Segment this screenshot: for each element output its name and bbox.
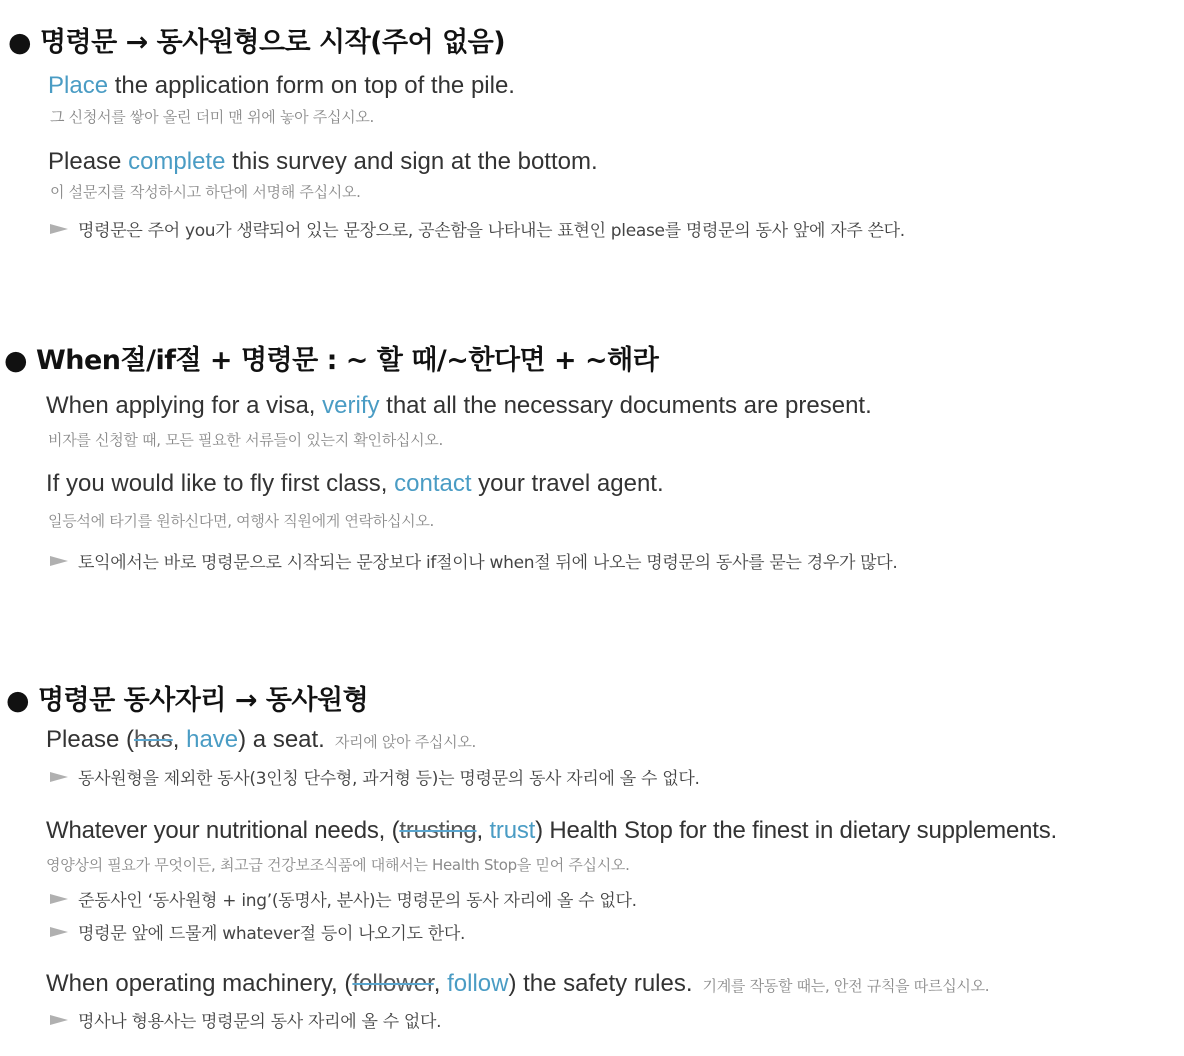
pointer-arrow-icon	[50, 772, 68, 782]
section1-heading: ● 명령문 → 동사원형으로 시작(주어 없음)	[8, 27, 506, 58]
section1-note: 명령문은 주어 you가 생략되어 있는 문장으로, 공손함을 나타내는 표현인 please를 명령문의 동사 앞에 자주 쓴다.	[50, 216, 905, 241]
section3-example2: Whatever your nutritional needs, (trusting, trust) Health Stop for the finest in dietary supplements.	[46, 817, 1058, 844]
pointer-arrow-icon	[50, 224, 68, 234]
wrong-answer: has	[134, 726, 173, 753]
section3-example1: Please (has, have) a seat. 자리에 앉아 주십시오.	[46, 726, 476, 753]
section1-example2-translation: 이 설문지를 작성하시고 하단에 서명해 주십시오.	[50, 183, 361, 201]
section3-note2: 준동사인 ‘동사원형 + ing’(동명사, 분사)는 명령문의 동사 자리에 올 수 없다.	[50, 886, 637, 911]
section1-example1: Place the application form on top of the pile.	[48, 72, 515, 99]
correct-answer: trust	[489, 817, 536, 844]
verb-highlight: complete	[128, 148, 226, 175]
section2-example2: If you would like to fly first class, contact your travel agent.	[46, 470, 664, 497]
verb-highlight: contact	[394, 470, 472, 497]
section1-example1-translation: 그 신청서를 쌓아 올린 더미 맨 위에 놓아 주십시오.	[50, 108, 375, 126]
pointer-arrow-icon	[50, 1015, 68, 1025]
pointer-arrow-icon	[50, 927, 68, 937]
section2-example1-translation: 비자를 신청할 때, 모든 필요한 서류들이 있는지 확인하십시오.	[48, 431, 443, 449]
verb-highlight: verify	[322, 392, 380, 419]
correct-answer: follow	[447, 970, 509, 997]
verb-highlight: Place	[48, 72, 109, 99]
section3-example2-translation: 영양상의 필요가 무엇이든, 최고급 건강보조식품에 대해서는 Health Stop을 믿어 주십시오.	[46, 856, 630, 874]
wrong-answer: trusting	[399, 817, 477, 844]
section3-note1: 동사원형을 제외한 동사(3인칭 단수형, 과거형 등)는 명령문의 동사 자리에 올 수 없다.	[50, 764, 700, 789]
section3-heading: ● 명령문 동사자리 → 동사원형	[6, 685, 369, 716]
section2-example2-translation: 일등석에 타기를 원하신다면, 여행사 직원에게 연락하십시오.	[48, 512, 435, 530]
section3-example3: When operating machinery, (follower, follow) the safety rules. 기계를 작동할 때는, 안전 규칙을 따르십시오.	[46, 970, 990, 997]
pointer-arrow-icon	[50, 894, 68, 904]
section3-note3: 명령문 앞에 드물게 whatever절 등이 나오기도 한다.	[50, 919, 465, 944]
section3-note4: 명사나 형용사는 명령문의 동사 자리에 올 수 없다.	[50, 1007, 441, 1032]
section3-example3-translation: 기계를 작동할 때는, 안전 규칙을 따르십시오.	[702, 977, 990, 995]
correct-answer: have	[186, 726, 239, 753]
section2-note: 토익에서는 바로 명령문으로 시작되는 문장보다 if절이나 when절 뒤에 나오는 명령문의 동사를 묻는 경우가 많다.	[50, 548, 898, 573]
section2-heading: ● When절/if절 + 명령문 : ~ 할 때/~한다면 + ~해라	[4, 345, 659, 376]
section1-example2: Please complete this survey and sign at the bottom.	[48, 148, 598, 175]
section3-example1-translation: 자리에 앉아 주십시오.	[334, 733, 476, 751]
section2-example1: When applying for a visa, verify that all the necessary documents are present.	[46, 392, 872, 419]
pointer-arrow-icon	[50, 556, 68, 566]
wrong-answer: follower	[352, 970, 434, 997]
